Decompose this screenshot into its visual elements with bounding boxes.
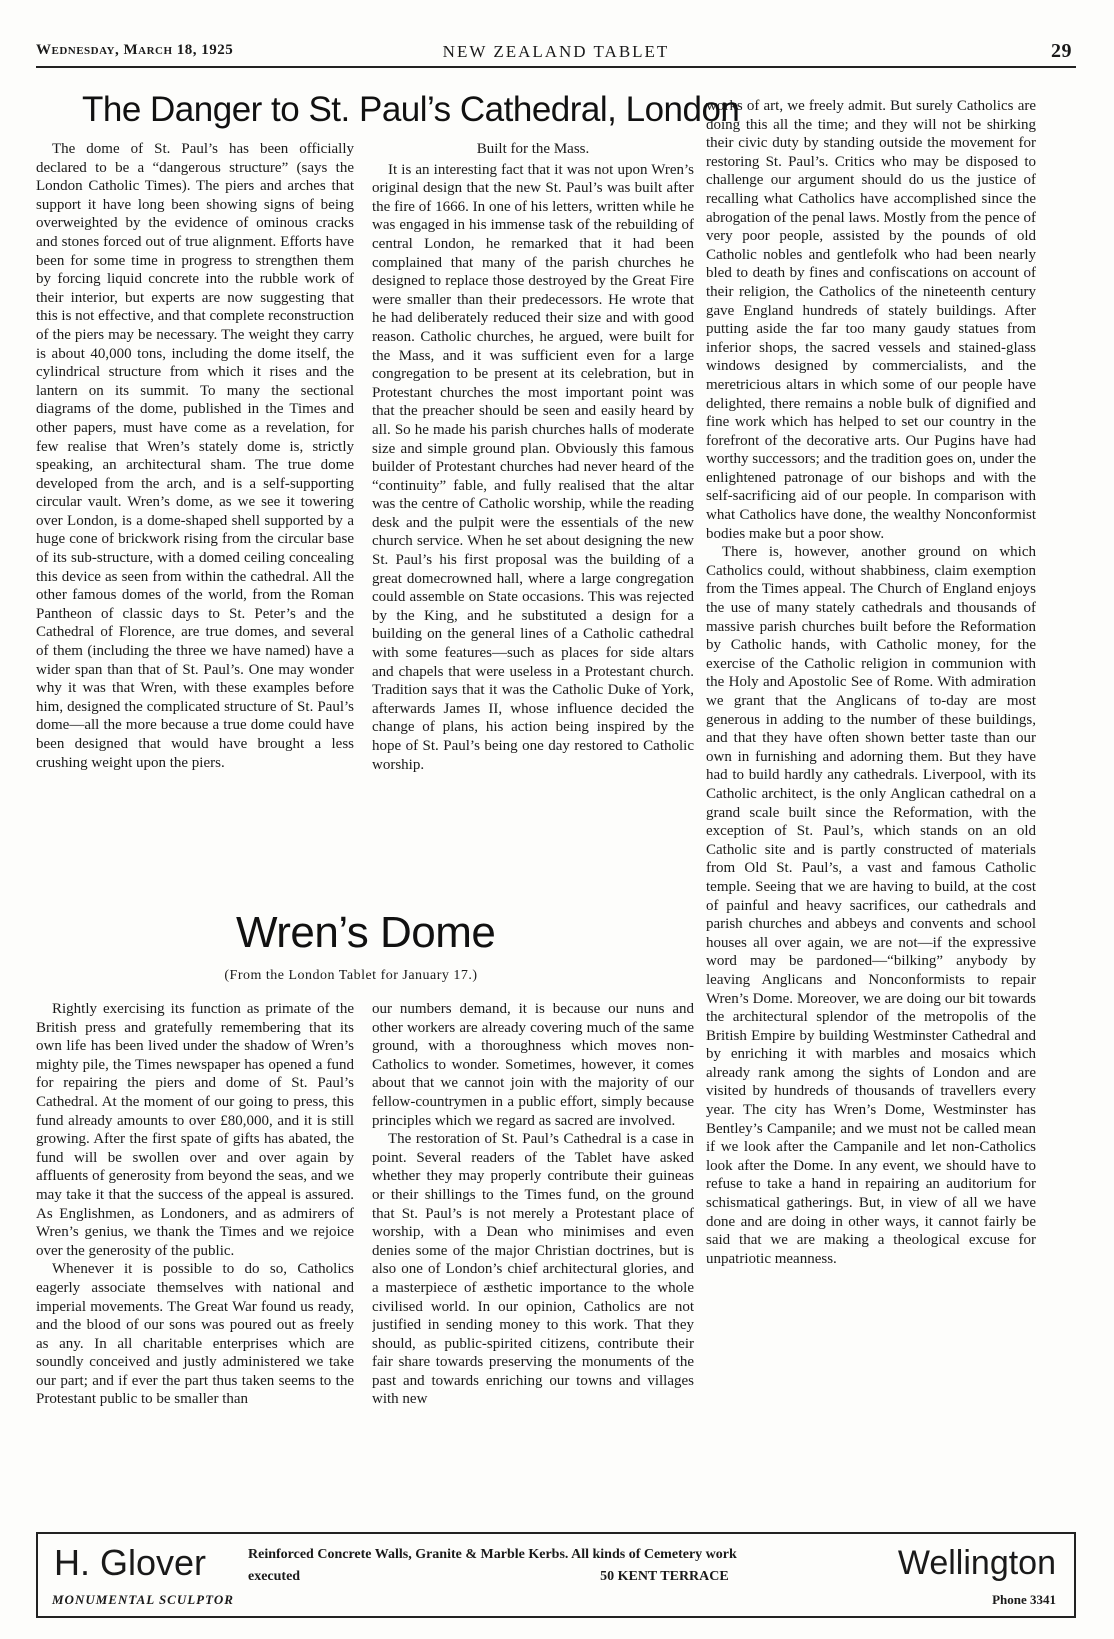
advert-line-2 xyxy=(248,1566,737,1588)
article2-column-2 xyxy=(372,1000,694,1510)
header-rule xyxy=(36,66,1076,68)
publication-title: NEW ZEALAND TABLET xyxy=(442,42,670,61)
advert-address: 50 KENT TERRACE xyxy=(600,1569,729,1584)
article2-column-1 xyxy=(36,1000,354,1510)
advertiser-name: H. Glover xyxy=(54,1542,207,1583)
article2-subhead: (From the London Tablet for January 17.) xyxy=(224,968,478,983)
article1-paragraph: It is an interesting fact that it was not upon Wren’s original design that the new St. Paul’s was built after the fire of 1666. In one of his letters, written while he was engaged in his immense task of the rebuilding of central London, he remarked that it had been complained that many of the parish churches he designed to replace those destroyed by the Great Fire were smaller than their predecessors. He wrote that he had deliberately reduced their size and with good reason. Catholic churches, he argued, were built for the Mass, and it was sufficient even for a large congregation to be present at its celebration, but in Protestant churches the most important point was that the preacher should be seen and easily heard by all. So he made his parish churches halls of moderate size and simple ground plan. Obviously this famous builder of Protestant churches had never heard of the “continuity” fable, and fully realised that the altar was the centre of Catholic worship, while the reading desk and the pulpit were the essentials of the new church service. When he set about designing the new St. Paul’s his first proposal was the building of a great domecrowned hall, where a large congregation could assemble on State occasions. This was rejected by the King, and he substituted a design for a building on the general lines of a Catholic cathedral with some features—such as places for side altars and chapels that were useless in a Protestant church. Tradition says that it was the Catholic Duke of York, afterwards James II, whose influence decided the change of plans, his action being inspired by the hope of St. Paul’s being one day restored to Catholic worship. xyxy=(372,161,694,773)
article2-paragraph: works of art, we freely admit. But surely Catholics are doing this all the time; and they will not be shirking their civic duty by standing outside the movement for restoring St. Paul’s. Critics who may be disposed to challenge our argument should do us the justice of recalling what Catholics have accomplished since the abrogation of the penal laws. Mostly from the pence of very poor people, assisted by the pounds of old Catholic nobles and gentlefolk who had been nearly bled to death by fines and confiscations on account of their religion, the Catholics of the nineteenth century gave England hundreds of stately buildings. After putting aside the far too many gaudy statues from inferior shops, the sacred vessels and stained-glass windows designed by commercialists, and the meretricious altars in which some of our people have delighted, there remains a noble bulk of dignified and fine work which has helped to set our country in the forefront of the decorative arts. Our Pugins have had worthy successors; and the tradition goes on, under the enlightened patronage of our bishops and with the self-sacrificing aid of our people. In comparison with what Catholics have done, the wealthy Nonconformist bodies make but a poor show. xyxy=(706,98,1036,542)
article1-section-title: Built for the Mass. xyxy=(476,141,590,157)
advert-phone: Phone 3341 xyxy=(992,1592,1056,1607)
advertisement-box xyxy=(36,1532,1076,1618)
article1-headline: The Danger to St. Paul’s Cathedral, London xyxy=(82,90,740,129)
article2-paragraph: our numbers demand, it is because our nuns and other workers are already covering much of the same ground, with a thoroughness which moves non-Catholics to wonder. Sometimes, however, it comes about that we cannot join with the majority of our fellow-countrymen in a public effort, simply because principles which we regard as sacred are involved. xyxy=(372,1001,694,1129)
advert-description xyxy=(248,1544,737,1588)
article2-paragraph: Rightly exercising its function as primate of the British press and gratefully remembering that its own life has been lived under the shadow of Wren’s mighty pile, the Times newspaper has opened a fund for repairing the piers and dome of St. Paul’s Cathedral. At the moment of our going to press, this fund already amounts to over £80,000, and it is still growing. After the first spate of gifts has abated, the fund will be swollen over and over again by affluents of generosity from beyond the seas, and we may take it that the success of the appeal is assured. As Englishmen, as Londoners, and as admirers of Wren’s genius, we thank the Times and we rejoice over the generosity of the public. xyxy=(36,1001,354,1259)
issue-date: Wednesday, March 18, 1925 xyxy=(36,42,234,58)
article2-headline: Wren’s Dome xyxy=(236,908,496,957)
advert-line-1: Reinforced Concrete Walls, Granite & Marble Kerbs. All kinds of Cemetery work xyxy=(248,1547,737,1562)
advertiser-title: MONUMENTAL SCULPTOR xyxy=(52,1592,234,1607)
article2-paragraph: There is, however, another ground on which Catholics could, without shabbiness, claim exemption from the Times appeal. The Church of England enjoys the use of many stately cathedrals and thousands of massive parish churches built before the Reformation by Catholic hands, with Catholic money, for the exercise of the Catholic religion in communion with the Holy and Apostolic See of Rome. With admiration we grant that the Anglicans of to-day are most generous in adding to the number of these buildings, and that they have often shown better taste than our own in furnishing and adorning them. But they have had to build hardly any cathedrals. Liverpool, with its Catholic architect, is the only Anglican cathedral on a grand scale built since the Reformation, with the exception of St. Paul’s, which stands on an old Catholic site and is partly constructed of materials from Old St. Paul’s, a vast and famous Catholic temple. Seeing that we are having to build, at the cost of painful and heavy sacrifices, our cathedrals and parish churches and abbeys and convents and school houses all over again, we are not—if the expressive word may be pardoned—“bilking” anybody by leaving Anglicans and Nonconformists to repair Wren’s Dome. Moreover, we are doing our bit towards the architectural splendor of the metropolis of the British Empire by building Westminster Cathedral and by enriching it with marbles and mosaics which already rank among the sights of London and are visited by hundreds of thousands of travellers every year. The city has Wren’s Dome, Westminster has Bentley’s Campanile; and we must not be called mean if we look after the Campanile and let non-Catholics look after the Dome. In any event, we should have to refuse to take a hand in repairing an auditorium for schismatical gatherings. But, in view of all we have done and are doing in other ways, it cannot fairly be said that we are making a theological excuse for unpatriotic meanness. xyxy=(706,544,1036,1267)
article1-column-2 xyxy=(372,140,694,888)
article2-column-3 xyxy=(706,97,1036,1507)
article2-paragraph: Whenever it is possible to do so, Catholics eagerly associate themselves with national and imperial movements. The Great War found us ready, and the blood of our sons was poured out as freely as any. In all charitable enterprises which are soundly conceived and justly administered we take our part; and if ever the part thus taken seems to the Protestant public to be smaller than xyxy=(36,1261,354,1408)
article1-paragraph: The dome of St. Paul’s has been officially declared to be a “dangerous structure” (says the London Catholic Times). The piers and arches that support it have long been showing signs of being overweighted by the evidence of ominous cracks and stones forced out of true alignment. Efforts have been for some time in progress to strengthen them by forcing liquid concrete into the rubble work of their interior, but experts are now suggesting that this is not effective, and that complete reconstruction of the piers may be necessary. The weight they carry is about 40,000 tons, including the dome itself, the cylindrical structure from which it rises and the lantern on its summit. To many the sectional diagrams of the dome, published in the Times and other papers, must have come as a revelation, for few realise that Wren’s stately dome is, strictly speaking, an architectural sham. The true dome developed from the arch, and is a self-supporting circular vault. Wren’s dome, as we see it towering over London, is a dome-shaped shell supported by a huge cone of brickwork rising from the circular base of its sub-structure, with a domed ceiling concealing this device as seen from within the cathedral. All the other famous domes of the world, from the Roman Pantheon of classic days to St. Peter’s and the Cathedral of Florence, are true domes, and several of them (including the three we have named) have a wider span than that of St. Paul’s. One may wonder why it was that Wren, with these examples before him, designed the complicated structure of St. Paul’s dome—all the more because a true dome could have been designed that would have brought a less crushing weight upon the piers. xyxy=(36,141,354,771)
article2-paragraph: The restoration of St. Paul’s Cathedral is a case in point. Several readers of the Tablet have asked whether they may properly contribute their guineas or their shillings to the Times fund, on the ground that St. Paul’s is not merely a Protestant place of worship, with a Dean who minimises and even denies some of the major Christian doctrines, but is also one of London’s chief architectural glories, and a masterpiece of æsthetic importance to the whole civilised world. In our opinion, Catholics are not justified in sending money to this work. That they should, as public-spirited citizens, contribute their fair share towards preserving the monuments of the past and towards enriching our towns and villages with new xyxy=(372,1131,694,1408)
page-header xyxy=(36,40,1076,66)
advert-city: Wellington xyxy=(897,1544,1056,1582)
page-number: 29 xyxy=(1051,40,1072,62)
article1-column-1 xyxy=(36,140,354,888)
advert-executed: executed xyxy=(248,1569,301,1584)
